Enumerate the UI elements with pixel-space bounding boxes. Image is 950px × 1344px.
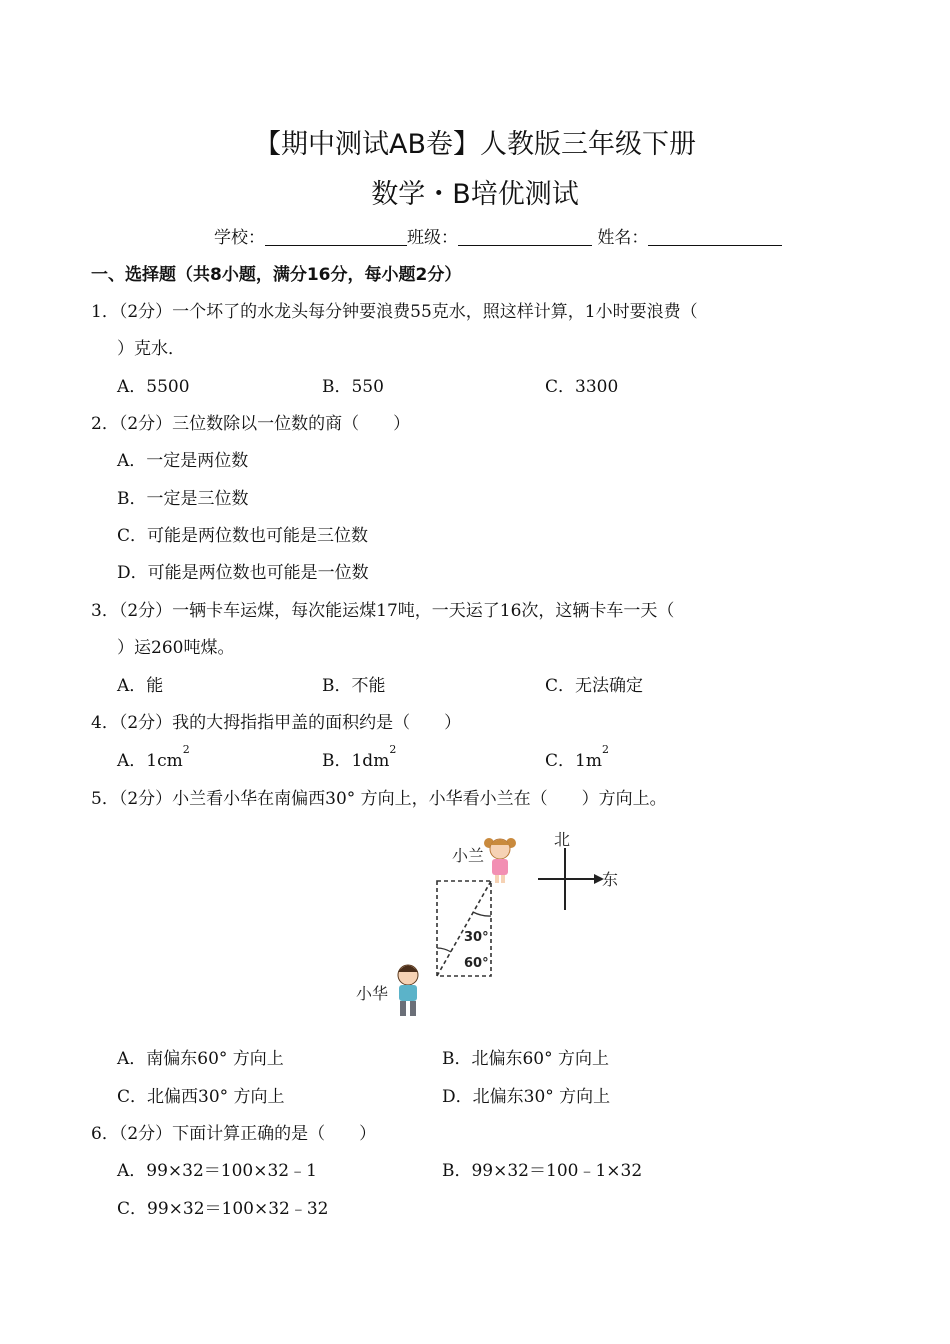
name-blank <box>648 227 782 246</box>
angle-arc-top <box>473 912 491 916</box>
q3-option-b[interactable]: B．不能 <box>322 676 386 696</box>
class-label: 班级： <box>407 228 458 248</box>
question-2-text: 2．（2分）三位数除以一位数的商（ ） <box>91 414 411 434</box>
q5-option-b[interactable]: B．北偏东60° 方向上 <box>442 1049 610 1069</box>
q6-option-b[interactable]: B．99×32＝100﹣1×32 <box>442 1161 643 1181</box>
q6-option-c[interactable]: C．99×32＝100×32﹣32 <box>117 1199 329 1219</box>
class-blank <box>458 227 592 246</box>
question-5-text: 5．（2分）小兰看小华在南偏西30° 方向上，小华看小兰在（ ）方向上。 <box>91 789 667 809</box>
q4-option-b[interactable] <box>322 743 397 771</box>
direction-diagram <box>340 820 640 1030</box>
question-4-text: 4．（2分）我的大拇指指甲盖的面积约是（ ） <box>91 713 462 733</box>
q4-option-b-text: B．1dm <box>322 751 390 771</box>
q1-option-a[interactable]: A．5500 <box>117 377 190 397</box>
q3-option-a[interactable]: A．能 <box>117 676 164 696</box>
q4-option-c[interactable] <box>545 743 609 771</box>
name-label: 姓名： <box>597 228 649 248</box>
q6-option-a[interactable]: A．99×32＝100×32﹣1 <box>117 1161 317 1181</box>
q2-option-d[interactable]: D．可能是两位数也可能是一位数 <box>117 563 369 583</box>
girl-label: 小兰 <box>452 846 485 865</box>
q1-option-b[interactable]: B．550 <box>322 377 384 397</box>
question-1-text: 1．（2分）一个坏了的水龙头每分钟要浪费55克水，照这样计算，1小时要浪费（ <box>91 302 698 322</box>
question-1-text-cont: ）克水． <box>117 339 185 359</box>
angle-60-label: 60° <box>464 956 489 971</box>
section-heading: 一、选择题（共8小题，满分16分，每小题2分） <box>91 265 462 285</box>
angle-arc-bottom <box>437 948 451 952</box>
q2-option-c[interactable]: C．可能是两位数也可能是三位数 <box>117 526 369 546</box>
page-subtitle: 数学・B培优测试 <box>371 179 579 210</box>
compass-cross <box>538 848 604 910</box>
q4-option-a[interactable] <box>117 743 190 771</box>
girl-figure-icon <box>484 838 516 883</box>
boy-figure-icon <box>398 965 418 1016</box>
q2-option-b[interactable]: B．一定是三位数 <box>117 489 249 509</box>
q3-option-c[interactable]: C．无法确定 <box>545 676 644 696</box>
q4-option-a-sup: 2 <box>182 743 190 756</box>
angle-30-label: 30° <box>464 930 489 945</box>
q4-option-b-sup: 2 <box>389 743 397 756</box>
question-6-text: 6．（2分）下面计算正确的是（ ） <box>91 1124 377 1144</box>
school-blank <box>265 227 407 246</box>
q2-option-a[interactable]: A．一定是两位数 <box>117 451 249 471</box>
page-title: 【期中测试AB卷】人教版三年级下册 <box>254 129 696 160</box>
east-label: 东 <box>602 870 619 889</box>
q5-option-c[interactable]: C．北偏西30° 方向上 <box>117 1087 285 1107</box>
q4-option-c-sup: 2 <box>601 743 609 756</box>
q5-option-a[interactable]: A．南偏东60° 方向上 <box>117 1049 284 1069</box>
student-info-row <box>214 223 782 248</box>
north-label: 北 <box>554 830 571 849</box>
q4-option-c-text: C．1m <box>545 751 602 771</box>
q4-option-a-text: A．1cm <box>117 751 183 771</box>
question-3-text-cont: ）运260吨煤。 <box>117 638 235 658</box>
question-3-text: 3．（2分）一辆卡车运煤，每次能运煤17吨，一天运了16次，这辆卡车一天（ <box>91 601 675 621</box>
school-label: 学校： <box>214 228 265 248</box>
q5-option-d[interactable]: D．北偏东30° 方向上 <box>442 1087 611 1107</box>
q1-option-c[interactable]: C．3300 <box>545 377 619 397</box>
boy-label: 小华 <box>356 984 389 1003</box>
